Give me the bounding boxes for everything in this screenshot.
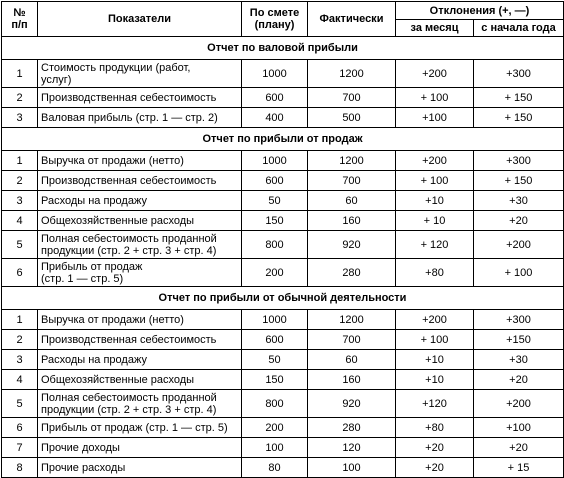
row-indicator: Выручка от продажи (нетто) [38, 151, 242, 171]
table-row [2, 350, 564, 370]
row-deviation-month: +10 [396, 191, 474, 211]
row-plan: 50 [242, 191, 308, 211]
row-number: 2 [2, 171, 38, 191]
row-deviation-year: +200 [474, 231, 564, 259]
row-deviation-year: +150 [474, 330, 564, 350]
row-actual: 120 [308, 438, 396, 458]
row-number: 3 [2, 350, 38, 370]
row-actual: 700 [308, 330, 396, 350]
header-per-month: за месяц [396, 20, 474, 37]
header-plan: По смете (плану) [242, 2, 308, 37]
row-indicator: Прибыль от продаж (стр. 1 — стр. 5) [38, 259, 242, 287]
table-row [2, 330, 564, 350]
row-number: 7 [2, 438, 38, 458]
row-deviation-year: +20 [474, 370, 564, 390]
row-deviation-year: +300 [474, 310, 564, 330]
row-indicator: Производственная себестоимость [38, 171, 242, 191]
section-row [2, 37, 564, 60]
row-indicator: Прочие расходы [38, 458, 242, 478]
row-plan: 50 [242, 350, 308, 370]
row-actual: 60 [308, 191, 396, 211]
row-actual: 920 [308, 390, 396, 418]
row-deviation-year: +30 [474, 350, 564, 370]
table-row [2, 370, 564, 390]
row-number: 8 [2, 458, 38, 478]
row-plan: 400 [242, 108, 308, 128]
row-number: 1 [2, 60, 38, 88]
row-deviation-month: + 100 [396, 171, 474, 191]
row-deviation-year: +20 [474, 438, 564, 458]
row-deviation-year: +300 [474, 60, 564, 88]
table-row [2, 60, 564, 88]
row-number: 6 [2, 259, 38, 287]
row-deviation-month: + 100 [396, 330, 474, 350]
row-deviation-year: +100 [474, 418, 564, 438]
row-indicator: Выручка от продажи (нетто) [38, 310, 242, 330]
row-deviation-month: +120 [396, 390, 474, 418]
row-plan: 600 [242, 171, 308, 191]
section-title: Отчет по прибыли от продаж [2, 128, 564, 151]
row-actual: 1200 [308, 310, 396, 330]
report-table [1, 1, 564, 478]
row-deviation-month: + 10 [396, 211, 474, 231]
row-indicator: Прибыль от продаж (стр. 1 — стр. 5) [38, 418, 242, 438]
row-actual: 1200 [308, 151, 396, 171]
row-deviation-year: + 15 [474, 458, 564, 478]
header-actual: Фактически [308, 2, 396, 37]
row-deviation-year: + 150 [474, 108, 564, 128]
table-row [2, 231, 564, 259]
row-indicator: Общехозяйственные расходы [38, 370, 242, 390]
row-deviation-month: +10 [396, 350, 474, 370]
row-actual: 1200 [308, 60, 396, 88]
row-indicator: Прочие доходы [38, 438, 242, 458]
table-row [2, 211, 564, 231]
row-number: 2 [2, 88, 38, 108]
row-deviation-month: +20 [396, 438, 474, 458]
row-number: 3 [2, 191, 38, 211]
row-number: 5 [2, 231, 38, 259]
header-indicators: Показатели [38, 2, 242, 37]
row-deviation-year: + 150 [474, 88, 564, 108]
row-plan: 800 [242, 231, 308, 259]
row-number: 1 [2, 310, 38, 330]
section-title: Отчет по прибыли от обычной деятельности [2, 287, 564, 310]
row-actual: 100 [308, 458, 396, 478]
row-number: 1 [2, 151, 38, 171]
table-row [2, 151, 564, 171]
row-deviation-month: +200 [396, 151, 474, 171]
header-since-year-start: с начала года [474, 20, 564, 37]
header-deviations: Отклонения (+, —) [396, 2, 564, 20]
row-deviation-month: +80 [396, 259, 474, 287]
row-number: 6 [2, 418, 38, 438]
row-plan: 200 [242, 259, 308, 287]
row-deviation-year: +20 [474, 211, 564, 231]
row-number: 4 [2, 370, 38, 390]
row-plan: 1000 [242, 151, 308, 171]
table-row [2, 108, 564, 128]
row-number: 2 [2, 330, 38, 350]
row-plan: 150 [242, 211, 308, 231]
row-deviation-month: +100 [396, 108, 474, 128]
row-deviation-month: + 120 [396, 231, 474, 259]
row-plan: 600 [242, 88, 308, 108]
row-deviation-month: +20 [396, 458, 474, 478]
table-row [2, 390, 564, 418]
row-indicator: Расходы на продажу [38, 191, 242, 211]
row-actual: 700 [308, 88, 396, 108]
row-number: 3 [2, 108, 38, 128]
row-indicator: Валовая прибыль (стр. 1 — стр. 2) [38, 108, 242, 128]
row-actual: 280 [308, 259, 396, 287]
row-plan: 1000 [242, 310, 308, 330]
row-actual: 920 [308, 231, 396, 259]
row-deviation-year: +30 [474, 191, 564, 211]
header-num: № п/п [2, 2, 38, 37]
row-deviation-month: +80 [396, 418, 474, 438]
row-plan: 100 [242, 438, 308, 458]
table-row [2, 88, 564, 108]
row-number: 5 [2, 390, 38, 418]
row-deviation-month: +200 [396, 60, 474, 88]
row-actual: 280 [308, 418, 396, 438]
row-deviation-year: +300 [474, 151, 564, 171]
row-deviation-year: +200 [474, 390, 564, 418]
row-plan: 600 [242, 330, 308, 350]
row-indicator: Полная себестоимость проданной продукции (стр. 2 + стр. 3 + стр. 4) [38, 231, 242, 259]
row-plan: 1000 [242, 60, 308, 88]
row-deviation-month: +10 [396, 370, 474, 390]
row-indicator: Стоимость продукции (работ, услуг) [38, 60, 242, 88]
table-body [2, 37, 564, 478]
row-actual: 160 [308, 211, 396, 231]
row-indicator: Производственная себестоимость [38, 330, 242, 350]
table-row [2, 259, 564, 287]
section-row [2, 287, 564, 310]
row-deviation-month: + 100 [396, 88, 474, 108]
row-actual: 500 [308, 108, 396, 128]
row-deviation-year: + 100 [474, 259, 564, 287]
row-indicator: Общехозяйственные расходы [38, 211, 242, 231]
row-plan: 200 [242, 418, 308, 438]
table-row [2, 310, 564, 330]
table-row [2, 458, 564, 478]
table-row [2, 171, 564, 191]
section-row [2, 128, 564, 151]
row-actual: 160 [308, 370, 396, 390]
table-row [2, 191, 564, 211]
row-indicator: Производственная себестоимость [38, 88, 242, 108]
row-number: 4 [2, 211, 38, 231]
section-title: Отчет по валовой прибыли [2, 37, 564, 60]
row-plan: 80 [242, 458, 308, 478]
row-deviation-year: + 150 [474, 171, 564, 191]
row-indicator: Расходы на продажу [38, 350, 242, 370]
row-deviation-month: +200 [396, 310, 474, 330]
table-header [2, 2, 564, 37]
table-row [2, 418, 564, 438]
row-actual: 60 [308, 350, 396, 370]
row-actual: 700 [308, 171, 396, 191]
row-plan: 150 [242, 370, 308, 390]
row-plan: 800 [242, 390, 308, 418]
row-indicator: Полная себестоимость проданной продукции (стр. 2 + стр. 3 + стр. 4) [38, 390, 242, 418]
